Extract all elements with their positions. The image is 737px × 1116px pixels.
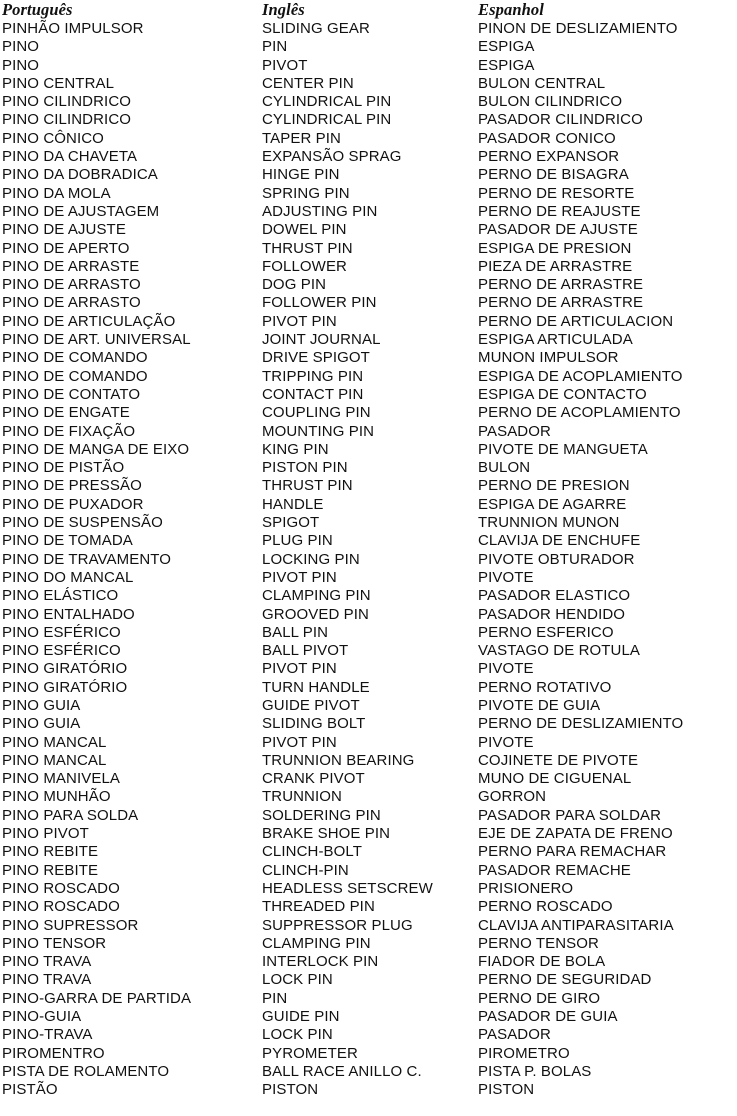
table-row	[2, 898, 737, 916]
term-spanish: PIVOTE DE GUIA	[478, 696, 601, 714]
term-spanish: PASADOR CONICO	[478, 129, 616, 147]
table-row	[2, 459, 737, 477]
term-english: SPRING PIN	[262, 184, 350, 202]
term-portuguese: PINO ESFÉRICO	[2, 642, 121, 660]
term-spanish: PERNO DE SEGURIDAD	[478, 971, 652, 989]
table-row	[2, 788, 737, 806]
table-row	[2, 624, 737, 642]
table-row	[2, 404, 737, 422]
term-english: TRIPPING PIN	[262, 367, 364, 385]
term-spanish: PERNO ROTATIVO	[478, 678, 612, 696]
term-english: ADJUSTING PIN	[262, 202, 378, 220]
term-english: FOLLOWER PIN	[262, 294, 377, 312]
term-spanish: ESPIGA ARTICULADA	[478, 331, 633, 349]
term-spanish: COJINETE DE PIVOTE	[478, 751, 639, 769]
term-spanish: PASADOR REMACHE	[478, 861, 631, 879]
term-english: CLAMPING PIN	[262, 587, 371, 605]
term-english: BALL PIVOT	[262, 642, 349, 660]
term-spanish: BULON CILINDRICO	[478, 93, 623, 111]
header-portuguese: Português	[2, 0, 73, 19]
term-portuguese: PINO DE PISTÃO	[2, 459, 125, 477]
term-english: TAPER PIN	[262, 129, 341, 147]
table-row	[2, 441, 737, 459]
table-row	[2, 679, 737, 697]
term-english: CRANK PIVOT	[262, 770, 365, 788]
table-row	[2, 38, 737, 56]
term-english: PIVOT PIN	[262, 568, 337, 586]
term-portuguese: PINO DA MOLA	[2, 184, 111, 202]
term-spanish: PERNO ESFERICO	[478, 623, 614, 641]
term-spanish: TRUNNION MUNON	[478, 514, 620, 532]
table-row	[2, 532, 737, 550]
table-row	[2, 130, 737, 148]
term-english: TRUNNION BEARING	[262, 751, 415, 769]
table-row	[2, 111, 737, 129]
table-row	[2, 93, 737, 111]
term-portuguese: PINO DE COMANDO	[2, 367, 148, 385]
term-spanish: PASADOR DE GUIA	[478, 1008, 618, 1026]
term-portuguese: PINO GIRATÓRIO	[2, 678, 128, 696]
term-english: SLIDING BOLT	[262, 715, 366, 733]
term-english: PIN	[262, 989, 288, 1007]
term-spanish: ESPIGA DE PRESION	[478, 239, 632, 257]
term-english: SPIGOT	[262, 514, 320, 532]
term-spanish: BULON	[478, 459, 531, 477]
term-spanish: PERNO DE RESORTE	[478, 184, 635, 202]
term-english: BRAKE SHOE PIN	[262, 825, 391, 843]
term-spanish: PASADOR ELASTICO	[478, 587, 631, 605]
term-english: PIVOT PIN	[262, 733, 337, 751]
table-row	[2, 166, 737, 184]
term-english: THREADED PIN	[262, 898, 375, 916]
table-row	[2, 276, 737, 294]
header-row	[2, 0, 737, 20]
term-english: SUPPRESSOR PLUG	[262, 916, 413, 934]
table-row	[2, 807, 737, 825]
term-portuguese: PINO DE TRAVAMENTO	[2, 550, 172, 568]
table-row	[2, 1063, 737, 1081]
term-portuguese: PINO REBITE	[2, 843, 99, 861]
term-portuguese: PIROMENTRO	[2, 1044, 105, 1062]
term-english: LOCK PIN	[262, 1026, 333, 1044]
glossary-rows	[2, 20, 737, 1100]
term-spanish: PIVOTE DE MANGUETA	[478, 440, 648, 458]
term-portuguese: PISTA DE ROLAMENTO	[2, 1062, 170, 1080]
table-row	[2, 294, 737, 312]
term-portuguese: PINO REBITE	[2, 861, 99, 879]
term-portuguese: PINO DE PRESSÃO	[2, 477, 142, 495]
term-portuguese: PINO DE TOMADA	[2, 532, 133, 550]
term-spanish: ESPIGA DE ACOPLAMIENTO	[478, 367, 683, 385]
term-spanish: PERNO PARA REMACHAR	[478, 843, 667, 861]
table-row	[2, 1008, 737, 1026]
table-row	[2, 148, 737, 166]
table-row	[2, 185, 737, 203]
term-portuguese: PINO ENTALHADO	[2, 605, 135, 623]
term-spanish: GORRON	[478, 788, 547, 806]
term-english: CLINCH-BOLT	[262, 843, 362, 861]
term-english: BALL RACE ANILLO C.	[262, 1062, 422, 1080]
term-english: PIVOT	[262, 56, 308, 74]
term-portuguese: PINO SUPRESSOR	[2, 916, 139, 934]
term-portuguese: PINO DE ARTICULAÇÃO	[2, 312, 176, 330]
table-row	[2, 240, 737, 258]
table-row	[2, 258, 737, 276]
term-english: GROOVED PIN	[262, 605, 369, 623]
term-spanish: PERNO DE DESLIZAMIENTO	[478, 715, 684, 733]
term-portuguese: PINO DE ARRASTO	[2, 276, 141, 294]
term-portuguese: PINO CILINDRICO	[2, 111, 132, 129]
term-spanish: CLAVIJA ANTIPARASITARIA	[478, 916, 674, 934]
table-row	[2, 221, 737, 239]
term-english: LOCKING PIN	[262, 550, 360, 568]
term-spanish: PRISIONERO	[478, 879, 574, 897]
table-row	[2, 477, 737, 495]
term-english: TRUNNION	[262, 788, 342, 806]
term-spanish: PINON DE DESLIZAMIENTO	[478, 20, 678, 37]
term-english: EXPANSÃO SPRAG	[262, 148, 402, 166]
term-portuguese: PINO CÔNICO	[2, 129, 104, 147]
table-row	[2, 917, 737, 935]
term-english: PYROMETER	[262, 1044, 358, 1062]
term-spanish: VASTAGO DE ROTULA	[478, 642, 641, 660]
term-spanish: PERNO DE BISAGRA	[478, 166, 629, 184]
term-english: SLIDING GEAR	[262, 20, 370, 37]
term-spanish: PERNO DE ACOPLAMIENTO	[478, 404, 681, 422]
glossary-table	[2, 0, 737, 1100]
table-row	[2, 1081, 737, 1099]
term-portuguese: PINO DE ARRASTO	[2, 294, 141, 312]
term-english: DOWEL PIN	[262, 221, 347, 239]
table-row	[2, 642, 737, 660]
term-portuguese: PINO MANCAL	[2, 733, 107, 751]
table-row	[2, 843, 737, 861]
table-row	[2, 75, 737, 93]
term-portuguese: PINO-GUIA	[2, 1008, 82, 1026]
term-portuguese: PINO ROSCADO	[2, 879, 120, 897]
term-english: COUPLING PIN	[262, 404, 371, 422]
header-english: Inglês	[262, 0, 305, 19]
term-portuguese: PINO MANIVELA	[2, 770, 120, 788]
term-english: LOCK PIN	[262, 971, 333, 989]
term-spanish: PERNO TENSOR	[478, 934, 599, 952]
term-portuguese: PINO DE COMANDO	[2, 349, 148, 367]
term-portuguese: PINO DE FIXAÇÃO	[2, 422, 136, 440]
term-english: CYLINDRICAL PIN	[262, 93, 392, 111]
term-portuguese: PISTÃO	[2, 1081, 58, 1099]
term-english: DRIVE SPIGOT	[262, 349, 370, 367]
term-spanish: PERNO DE ARRASTRE	[478, 276, 644, 294]
term-portuguese: PINO DE MANGA DE EIXO	[2, 440, 190, 458]
table-row	[2, 386, 737, 404]
term-portuguese: PINO DE AJUSTE	[2, 221, 126, 239]
term-spanish: PIVOTE	[478, 733, 534, 751]
term-portuguese: PINO CILINDRICO	[2, 93, 132, 111]
table-row	[2, 971, 737, 989]
term-english: TURN HANDLE	[262, 678, 370, 696]
table-row	[2, 1045, 737, 1063]
term-spanish: ESPIGA DE CONTACTO	[478, 385, 647, 403]
term-english: PISTON PIN	[262, 459, 348, 477]
term-english: MOUNTING PIN	[262, 422, 375, 440]
term-english: BALL PIN	[262, 623, 329, 641]
term-english: SOLDERING PIN	[262, 806, 381, 824]
table-row	[2, 935, 737, 953]
term-spanish: EJE DE ZAPATA DE FRENO	[478, 825, 673, 843]
term-spanish: CLAVIJA DE ENCHUFE	[478, 532, 641, 550]
term-english: CENTER PIN	[262, 74, 354, 92]
term-portuguese: PINO DE AJUSTAGEM	[2, 202, 160, 220]
term-portuguese: PINO DE SUSPENSÃO	[2, 514, 163, 532]
term-portuguese: PINO CENTRAL	[2, 74, 115, 92]
table-row	[2, 331, 737, 349]
term-portuguese: PINO GUIA	[2, 696, 81, 714]
table-row	[2, 349, 737, 367]
term-portuguese: PINO ESFÉRICO	[2, 623, 121, 641]
table-row	[2, 953, 737, 971]
term-english: CLAMPING PIN	[262, 934, 371, 952]
term-spanish: MUNON IMPULSOR	[478, 349, 619, 367]
table-row	[2, 990, 737, 1008]
term-portuguese: PINO MANCAL	[2, 751, 107, 769]
table-row	[2, 423, 737, 441]
table-row	[2, 313, 737, 331]
table-row	[2, 203, 737, 221]
term-english: PLUG PIN	[262, 532, 333, 550]
term-portuguese: PINO DA CHAVETA	[2, 148, 138, 166]
table-row	[2, 569, 737, 587]
term-portuguese: PINO	[2, 38, 40, 56]
term-spanish: PERNO DE ARTICULACION	[478, 312, 674, 330]
term-english: PIVOT PIN	[262, 312, 337, 330]
table-row	[2, 660, 737, 678]
term-spanish: PIVOTE	[478, 660, 534, 678]
table-row	[2, 20, 737, 38]
term-portuguese: PINO	[2, 56, 40, 74]
term-portuguese: PINO TENSOR	[2, 934, 107, 952]
table-row	[2, 551, 737, 569]
term-spanish: PERNO DE GIRO	[478, 989, 601, 1007]
term-english: PIN	[262, 38, 288, 56]
term-english: THRUST PIN	[262, 477, 353, 495]
term-spanish: PIEZA DE ARRASTRE	[478, 257, 633, 275]
term-spanish: PASADOR	[478, 422, 551, 440]
term-english: DOG PIN	[262, 276, 327, 294]
term-english: HANDLE	[262, 495, 324, 513]
term-spanish: PISTA P. BOLAS	[478, 1062, 592, 1080]
term-spanish: PASADOR	[478, 1026, 551, 1044]
term-portuguese: PINO DE ENGATE	[2, 404, 130, 422]
term-portuguese: PINO DE ARRASTE	[2, 257, 140, 275]
term-english: CLINCH-PIN	[262, 861, 349, 879]
term-english: INTERLOCK PIN	[262, 953, 379, 971]
term-spanish: PASADOR HENDIDO	[478, 605, 626, 623]
term-portuguese: PINO PARA SOLDA	[2, 806, 139, 824]
term-portuguese: PINO ELÁSTICO	[2, 587, 119, 605]
term-portuguese: PINO ROSCADO	[2, 898, 120, 916]
term-english: GUIDE PIVOT	[262, 696, 360, 714]
term-portuguese: PINO GUIA	[2, 715, 81, 733]
term-portuguese: PINO TRAVA	[2, 953, 92, 971]
table-row	[2, 880, 737, 898]
term-spanish: PERNO DE PRESION	[478, 477, 630, 495]
table-row	[2, 606, 737, 624]
table-row	[2, 752, 737, 770]
term-english: CONTACT PIN	[262, 385, 364, 403]
term-spanish: PERNO DE REAJUSTE	[478, 202, 641, 220]
term-english: THRUST PIN	[262, 239, 353, 257]
term-portuguese: PINO DE ART. UNIVERSAL	[2, 331, 191, 349]
term-spanish: PERNO EXPANSOR	[478, 148, 620, 166]
term-english: CYLINDRICAL PIN	[262, 111, 392, 129]
term-portuguese: PINO DE CONTATO	[2, 385, 141, 403]
term-spanish: PASADOR DE AJUSTE	[478, 221, 638, 239]
table-row	[2, 514, 737, 532]
term-english: PIVOT PIN	[262, 660, 337, 678]
term-spanish: MUNO DE CIGUENAL	[478, 770, 632, 788]
table-row	[2, 770, 737, 788]
term-spanish: FIADOR DE BOLA	[478, 953, 606, 971]
term-spanish: PIVOTE	[478, 568, 534, 586]
term-english: PISTON	[262, 1081, 319, 1099]
term-english: FOLLOWER	[262, 257, 347, 275]
term-english: JOINT JOURNAL	[262, 331, 381, 349]
term-spanish: PERNO ROSCADO	[478, 898, 613, 916]
term-spanish: PASADOR PARA SOLDAR	[478, 806, 662, 824]
term-spanish: ESPIGA	[478, 38, 535, 56]
term-portuguese: PINO TRAVA	[2, 971, 92, 989]
table-row	[2, 825, 737, 843]
term-portuguese: PINO MUNHÃO	[2, 788, 111, 806]
term-english: KING PIN	[262, 440, 329, 458]
term-spanish: PIVOTE OBTURADOR	[478, 550, 635, 568]
term-spanish: PASADOR CILINDRICO	[478, 111, 643, 129]
term-spanish: PISTON	[478, 1081, 535, 1099]
term-english: GUIDE PIN	[262, 1008, 340, 1026]
table-row	[2, 715, 737, 733]
table-row	[2, 1026, 737, 1044]
term-portuguese: PINO DE APERTO	[2, 239, 130, 257]
term-spanish: BULON CENTRAL	[478, 74, 606, 92]
term-portuguese: PINO PIVOT	[2, 825, 89, 843]
table-row	[2, 368, 737, 386]
term-spanish: ESPIGA	[478, 56, 535, 74]
term-portuguese: PINO GIRATÓRIO	[2, 660, 128, 678]
term-portuguese: PINO DA DOBRADICA	[2, 166, 158, 184]
table-row	[2, 496, 737, 514]
table-row	[2, 862, 737, 880]
term-portuguese: PINO-GARRA DE PARTIDA	[2, 989, 192, 1007]
term-spanish: PERNO DE ARRASTRE	[478, 294, 644, 312]
term-portuguese: PINO DO MANCAL	[2, 568, 134, 586]
header-spanish: Espanhol	[478, 0, 544, 19]
table-row	[2, 57, 737, 75]
table-row	[2, 587, 737, 605]
table-row	[2, 734, 737, 752]
term-english: HEADLESS SETSCREW	[262, 879, 433, 897]
term-spanish: PIROMETRO	[478, 1044, 570, 1062]
term-portuguese: PINHÃO IMPULSOR	[2, 20, 144, 37]
table-row	[2, 697, 737, 715]
term-spanish: ESPIGA DE AGARRE	[478, 495, 627, 513]
term-portuguese: PINO-TRAVA	[2, 1026, 93, 1044]
term-portuguese: PINO DE PUXADOR	[2, 495, 144, 513]
term-english: HINGE PIN	[262, 166, 340, 184]
